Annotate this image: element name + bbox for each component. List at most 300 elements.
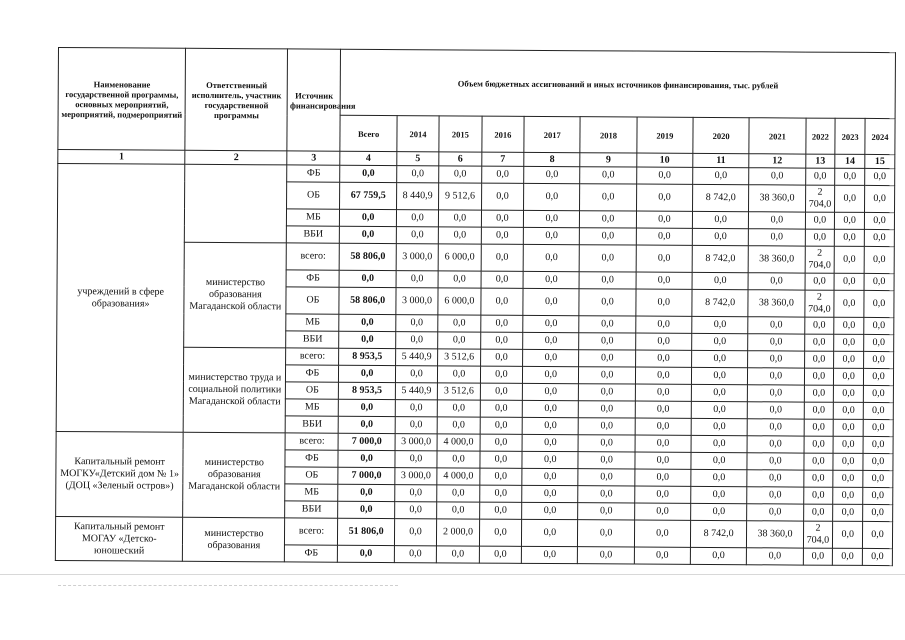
header-year: 2016 (482, 116, 525, 152)
year-value-cell: 0,0 (522, 400, 578, 417)
year-value-cell: 0,0 (439, 166, 482, 183)
year-value-cell: 0,0 (748, 317, 804, 334)
year-value-cell: 0,0 (635, 384, 691, 401)
year-value-cell: 3 512,6 (438, 349, 481, 366)
column-number: 11 (693, 153, 749, 167)
year-value-cell: 8 440,9 (396, 183, 439, 210)
year-value-cell: 0,0 (523, 349, 579, 366)
year-value-cell: 0,0 (635, 469, 691, 486)
year-value-cell: 0,0 (396, 166, 439, 183)
year-value-cell: 0,0 (803, 504, 833, 521)
header-year: 2018 (580, 117, 637, 153)
source-cell: ОБ (287, 182, 340, 209)
year-value-cell: 0,0 (748, 385, 804, 402)
year-value-cell: 0,0 (438, 366, 481, 383)
source-cell: всего: (285, 518, 338, 545)
year-value-cell: 0,0 (863, 419, 893, 436)
header-program: Наименование государственной программы, основных мероприятий, мероприятий, подмероприятий (58, 48, 186, 151)
year-value-cell: 0,0 (578, 486, 634, 503)
year-value-cell: 0,0 (834, 273, 864, 290)
year-value-cell: 0,0 (578, 469, 634, 486)
year-value-cell: 0,0 (636, 167, 692, 184)
year-value-cell: 0,0 (580, 228, 636, 245)
year-value-cell: 0,0 (635, 452, 691, 469)
year-value-cell: 0,0 (395, 366, 438, 383)
total-value-cell: 0,0 (339, 399, 395, 416)
year-value-cell: 0,0 (635, 367, 691, 384)
year-value-cell: 0,0 (834, 317, 864, 334)
column-number: 8 (524, 152, 580, 166)
program-name-cell: Капитальный ремонт МОГКУ«Детский дом № 1» (ДОЦ «Зеленый остров») (56, 431, 184, 517)
year-value-cell: 0,0 (691, 367, 747, 384)
year-value-cell: 0,0 (480, 366, 523, 383)
source-cell: ОБ (285, 467, 338, 484)
year-value-cell: 0,0 (481, 227, 524, 244)
year-value-cell: 0,0 (480, 451, 523, 468)
year-value-cell: 0,0 (805, 273, 835, 290)
year-value-cell: 0,0 (522, 519, 578, 546)
year-value-cell: 0,0 (804, 334, 834, 351)
year-value-cell: 0,0 (523, 366, 579, 383)
year-value-cell: 0,0 (480, 349, 523, 366)
year-value-cell: 0,0 (692, 211, 748, 228)
column-number: 9 (580, 153, 636, 167)
year-value-cell: 0,0 (481, 210, 524, 227)
source-cell: ВБИ (286, 331, 339, 348)
year-value-cell: 0,0 (804, 317, 834, 334)
year-value-cell: 0,0 (862, 548, 892, 565)
source-cell: ОБ (286, 382, 339, 399)
year-value-cell: 0,0 (523, 383, 579, 400)
year-value-cell: 0,0 (522, 417, 578, 434)
executor-cell: министерство труда и социальной политики Магаданской области (184, 347, 286, 433)
year-value-cell: 0,0 (863, 487, 893, 504)
year-value-cell: 0,0 (804, 436, 834, 453)
year-value-cell: 0,0 (522, 434, 578, 451)
header-year: 2021 (749, 118, 806, 154)
source-cell: ОБ (286, 287, 339, 314)
year-value-cell: 0,0 (395, 451, 438, 468)
year-value-cell: 0,0 (634, 486, 690, 503)
year-value-cell: 8 742,0 (690, 520, 746, 547)
year-value-cell: 0,0 (834, 334, 864, 351)
year-value-cell: 0,0 (523, 315, 579, 332)
total-value-cell: 0,0 (338, 545, 394, 562)
year-value-cell: 3 000,0 (395, 468, 438, 485)
column-number: 2 (185, 150, 287, 165)
year-value-cell: 0,0 (580, 184, 636, 211)
year-value-cell: 0,0 (634, 520, 690, 547)
column-number: 5 (397, 152, 440, 166)
year-value-cell: 0,0 (395, 332, 438, 349)
year-value-cell: 0,0 (523, 332, 579, 349)
year-value-cell: 0,0 (579, 350, 635, 367)
header-year: 2022 (805, 118, 835, 154)
year-value-cell: 0,0 (862, 521, 892, 548)
year-value-cell: 6 000,0 (438, 288, 481, 315)
year-value-cell: 0,0 (635, 350, 691, 367)
budget-table (55, 47, 896, 566)
total-value-cell: 8 953,5 (339, 348, 395, 365)
year-value-cell: 0,0 (635, 333, 691, 350)
year-value-cell: 9 512,6 (439, 183, 482, 210)
year-value-cell: 8 742,0 (693, 184, 749, 211)
source-cell: ФБ (286, 365, 339, 382)
year-value-cell: 0,0 (524, 210, 580, 227)
year-value-cell: 0,0 (748, 273, 804, 290)
year-value-cell: 0,0 (864, 351, 894, 368)
source-cell: ВБИ (285, 501, 338, 518)
source-cell: МБ (286, 314, 339, 331)
year-value-cell: 0,0 (863, 470, 893, 487)
year-value-cell: 0,0 (438, 315, 481, 332)
year-value-cell: 0,0 (578, 520, 634, 547)
year-value-cell: 0,0 (579, 316, 635, 333)
year-value-cell: 0,0 (480, 468, 523, 485)
year-value-cell: 0,0 (523, 288, 579, 315)
year-value-cell: 0,0 (833, 548, 863, 565)
year-value-cell: 0,0 (395, 417, 438, 434)
year-value-cell: 0,0 (635, 435, 691, 452)
year-value-cell: 0,0 (636, 272, 692, 289)
program-name-cell: учреждений в сфере образования» (56, 164, 185, 433)
total-value-cell: 8 953,5 (339, 382, 395, 399)
header-year: 2015 (439, 116, 482, 152)
year-value-cell: 0,0 (833, 521, 863, 548)
year-value-cell: 0,0 (480, 332, 523, 349)
page-edge-dash (58, 585, 398, 587)
year-value-cell: 38 360,0 (748, 290, 804, 317)
year-value-cell: 0,0 (834, 351, 864, 368)
year-value-cell: 0,0 (804, 368, 834, 385)
year-value-cell: 0,0 (636, 184, 692, 211)
total-value-cell: 0,0 (340, 270, 396, 287)
year-value-cell: 0,0 (480, 315, 523, 332)
source-cell: МБ (286, 399, 339, 416)
year-value-cell: 0,0 (479, 485, 522, 502)
year-value-cell: 0,0 (833, 487, 863, 504)
year-value-cell: 0,0 (833, 470, 863, 487)
year-value-cell: 0,0 (865, 168, 895, 185)
year-value-cell: 0,0 (691, 503, 747, 520)
column-number: 4 (340, 151, 396, 165)
year-value-cell: 2 704,0 (803, 521, 833, 548)
year-value-cell: 0,0 (864, 317, 894, 334)
year-value-cell: 0,0 (479, 502, 522, 519)
total-value-cell: 0,0 (340, 209, 396, 226)
year-value-cell: 0,0 (691, 418, 747, 435)
year-value-cell: 0,0 (864, 229, 894, 246)
year-value-cell: 0,0 (747, 436, 803, 453)
year-value-cell: 0,0 (747, 504, 803, 521)
source-cell: всего: (285, 433, 338, 450)
year-value-cell: 0,0 (834, 246, 864, 273)
year-value-cell: 0,0 (863, 453, 893, 470)
source-cell: ВБИ (287, 226, 340, 243)
year-value-cell: 0,0 (481, 271, 524, 288)
year-value-cell: 38 360,0 (749, 185, 805, 212)
year-value-cell: 0,0 (394, 502, 437, 519)
total-value-cell: 0,0 (338, 450, 394, 467)
year-value-cell: 0,0 (635, 316, 691, 333)
year-value-cell: 0,0 (691, 435, 747, 452)
year-value-cell: 0,0 (480, 400, 523, 417)
year-value-cell: 0,0 (634, 503, 690, 520)
year-value-cell: 3 000,0 (396, 288, 439, 315)
year-value-cell: 0,0 (863, 504, 893, 521)
year-value-cell: 0,0 (522, 546, 578, 563)
year-value-cell: 0,0 (804, 351, 834, 368)
year-value-cell: 0,0 (437, 546, 480, 563)
year-value-cell: 0,0 (692, 350, 748, 367)
year-value-cell: 0,0 (481, 166, 524, 183)
year-value-cell: 0,0 (396, 227, 439, 244)
year-value-cell: 0,0 (863, 402, 893, 419)
year-value-cell: 0,0 (803, 548, 833, 565)
year-value-cell: 0,0 (578, 503, 634, 520)
year-value-cell: 0,0 (747, 419, 803, 436)
year-value-cell: 2 704,0 (805, 185, 835, 212)
year-value-cell: 0,0 (692, 228, 748, 245)
header-executor: Ответственный исполнитель, участник государственной программы (185, 48, 288, 151)
year-value-cell: 4 000,0 (437, 468, 480, 485)
source-cell: всего: (287, 243, 340, 270)
year-value-cell: 0,0 (578, 435, 634, 452)
year-value-cell: 0,0 (437, 451, 480, 468)
year-value-cell: 0,0 (803, 470, 833, 487)
year-value-cell: 0,0 (438, 271, 481, 288)
total-value-cell: 0,0 (339, 416, 395, 433)
budget-table-sheet (55, 47, 896, 566)
header-source: Источник финансирования (287, 49, 341, 151)
year-value-cell: 0,0 (579, 367, 635, 384)
year-value-cell: 0,0 (523, 227, 579, 244)
year-value-cell: 0,0 (835, 229, 865, 246)
source-cell: ФБ (285, 450, 338, 467)
year-value-cell: 0,0 (481, 244, 524, 271)
year-value-cell: 0,0 (636, 289, 692, 316)
year-value-cell: 0,0 (691, 486, 747, 503)
year-value-cell: 0,0 (479, 546, 522, 563)
year-value-cell: 0,0 (635, 401, 691, 418)
total-value-cell: 0,0 (340, 165, 396, 182)
year-value-cell: 0,0 (833, 453, 863, 470)
header-year: 2019 (637, 117, 694, 153)
header-year: 2023 (835, 118, 865, 154)
year-value-cell: 6 000,0 (438, 244, 481, 271)
program-name-cell: Капитальный ремонт МОГАУ «Детско-юношеский (55, 516, 183, 561)
year-value-cell: 0,0 (691, 469, 747, 486)
year-value-cell: 0,0 (749, 168, 805, 185)
year-value-cell: 0,0 (863, 385, 893, 402)
column-number: 15 (865, 154, 895, 168)
column-number: 3 (287, 151, 340, 165)
year-value-cell: 0,0 (439, 210, 482, 227)
year-value-cell: 0,0 (864, 246, 894, 273)
year-value-cell: 0,0 (690, 547, 746, 564)
year-value-cell: 0,0 (805, 168, 835, 185)
year-value-cell: 8 742,0 (692, 289, 748, 316)
column-number: 7 (481, 152, 524, 166)
year-value-cell: 0,0 (748, 368, 804, 385)
total-value-cell: 7 000,0 (339, 433, 395, 450)
year-value-cell: 0,0 (522, 468, 578, 485)
page-edge-line (0, 574, 905, 575)
header-year: 2020 (693, 117, 750, 153)
year-value-cell: 0,0 (747, 470, 803, 487)
year-value-cell: 0,0 (863, 368, 893, 385)
year-value-cell: 8 742,0 (692, 245, 748, 272)
year-value-cell: 0,0 (522, 485, 578, 502)
total-value-cell: 0,0 (339, 331, 395, 348)
year-value-cell: 2 000,0 (437, 519, 480, 546)
year-value-cell: 0,0 (579, 384, 635, 401)
year-value-cell: 38 360,0 (747, 521, 803, 548)
header-year: 2014 (397, 116, 440, 152)
year-value-cell: 0,0 (863, 436, 893, 453)
year-value-cell: 0,0 (437, 502, 480, 519)
year-value-cell: 0,0 (523, 271, 579, 288)
year-value-cell: 0,0 (580, 167, 636, 184)
table-row (55, 516, 892, 548)
year-value-cell: 0,0 (864, 290, 894, 317)
year-value-cell: 0,0 (578, 452, 634, 469)
total-value-cell: 58 806,0 (340, 243, 396, 270)
total-value-cell: 0,0 (338, 501, 394, 518)
year-value-cell: 0,0 (438, 332, 481, 349)
total-value-cell: 58 806,0 (339, 287, 395, 314)
year-value-cell: 0,0 (395, 400, 438, 417)
header-year: 2017 (524, 116, 581, 152)
year-value-cell: 0,0 (580, 245, 636, 272)
source-cell: МБ (287, 209, 340, 226)
header-volume: Объем бюджетных ассигнований и иных источников финансирования, тыс. рублей (341, 49, 896, 118)
year-value-cell: 0,0 (396, 271, 439, 288)
year-value-cell: 0,0 (864, 334, 894, 351)
year-value-cell: 0,0 (834, 385, 864, 402)
year-value-cell: 0,0 (579, 333, 635, 350)
year-value-cell: 0,0 (835, 168, 865, 185)
year-value-cell: 0,0 (480, 434, 523, 451)
year-value-cell: 0,0 (804, 402, 834, 419)
year-value-cell: 0,0 (636, 211, 692, 228)
total-value-cell: 0,0 (339, 365, 395, 382)
year-value-cell: 0,0 (747, 453, 803, 470)
year-value-cell: 0,0 (437, 417, 480, 434)
year-value-cell: 0,0 (834, 368, 864, 385)
year-value-cell: 0,0 (396, 210, 439, 227)
total-value-cell: 51 806,0 (338, 518, 394, 545)
year-value-cell: 3 000,0 (395, 434, 438, 451)
year-value-cell: 0,0 (394, 519, 437, 546)
year-value-cell: 0,0 (692, 316, 748, 333)
year-value-cell: 0,0 (691, 452, 747, 469)
source-cell: всего: (286, 348, 339, 365)
year-value-cell: 0,0 (523, 244, 579, 271)
column-number: 10 (637, 153, 693, 167)
year-value-cell: 0,0 (437, 400, 480, 417)
total-value-cell: 7 000,0 (338, 467, 394, 484)
year-value-cell: 0,0 (693, 167, 749, 184)
year-value-cell: 0,0 (437, 485, 480, 502)
year-value-cell: 0,0 (396, 315, 439, 332)
year-value-cell: 0,0 (636, 245, 692, 272)
executor-cell: министерство образования Магаданской области (184, 242, 287, 348)
year-value-cell: 0,0 (804, 419, 834, 436)
executor-cell (185, 164, 287, 243)
year-value-cell: 0,0 (481, 183, 524, 210)
year-value-cell: 5 440,9 (395, 383, 438, 400)
year-value-cell: 0,0 (804, 453, 834, 470)
year-value-cell: 0,0 (579, 272, 635, 289)
year-value-cell: 0,0 (864, 212, 894, 229)
source-cell: ФБ (286, 270, 339, 287)
column-number: 12 (749, 154, 805, 168)
year-value-cell: 0,0 (480, 417, 523, 434)
year-value-cell: 0,0 (803, 487, 833, 504)
year-value-cell: 0,0 (522, 502, 578, 519)
year-value-cell: 0,0 (864, 273, 894, 290)
source-cell: МБ (285, 484, 338, 501)
year-value-cell: 0,0 (394, 546, 437, 563)
year-value-cell: 2 704,0 (805, 246, 835, 273)
year-value-cell: 0,0 (865, 185, 895, 212)
executor-cell: министерство образования Магаданской области (183, 432, 285, 518)
total-value-cell: 0,0 (339, 314, 395, 331)
year-value-cell: 0,0 (835, 185, 865, 212)
year-value-cell: 0,0 (748, 334, 804, 351)
year-value-cell: 0,0 (634, 547, 690, 564)
year-value-cell: 0,0 (748, 402, 804, 419)
year-value-cell: 0,0 (524, 183, 580, 210)
total-value-cell: 0,0 (340, 226, 396, 243)
year-value-cell: 0,0 (579, 418, 635, 435)
source-cell: ФБ (285, 545, 338, 562)
year-value-cell: 38 360,0 (748, 246, 804, 273)
year-value-cell: 4 000,0 (437, 434, 480, 451)
year-value-cell: 0,0 (748, 351, 804, 368)
column-number: 14 (835, 154, 865, 168)
year-value-cell: 0,0 (439, 227, 482, 244)
year-value-cell: 0,0 (579, 401, 635, 418)
year-value-cell: 0,0 (749, 229, 805, 246)
total-value-cell: 0,0 (338, 484, 394, 501)
year-value-cell: 0,0 (833, 436, 863, 453)
year-value-cell: 0,0 (691, 384, 747, 401)
year-value-cell: 0,0 (580, 211, 636, 228)
year-value-cell: 3 512,6 (438, 383, 481, 400)
year-value-cell: 0,0 (479, 519, 522, 546)
year-value-cell: 0,0 (394, 485, 437, 502)
year-value-cell: 0,0 (834, 290, 864, 317)
year-value-cell: 0,0 (805, 212, 835, 229)
year-value-cell: 0,0 (524, 166, 580, 183)
year-value-cell: 0,0 (692, 272, 748, 289)
year-value-cell: 0,0 (480, 383, 523, 400)
year-value-cell: 0,0 (635, 418, 691, 435)
total-value-cell: 67 759,5 (340, 182, 396, 209)
year-value-cell: 0,0 (805, 229, 835, 246)
year-value-cell: 0,0 (833, 504, 863, 521)
year-value-cell: 5 440,9 (395, 349, 438, 366)
year-value-cell: 0,0 (481, 288, 524, 315)
header-year: 2024 (865, 118, 895, 154)
year-value-cell: 0,0 (834, 402, 864, 419)
executor-cell: министерство образования (183, 517, 285, 562)
year-value-cell: 0,0 (578, 547, 634, 564)
column-number: 1 (58, 150, 186, 165)
year-value-cell: 0,0 (636, 228, 692, 245)
